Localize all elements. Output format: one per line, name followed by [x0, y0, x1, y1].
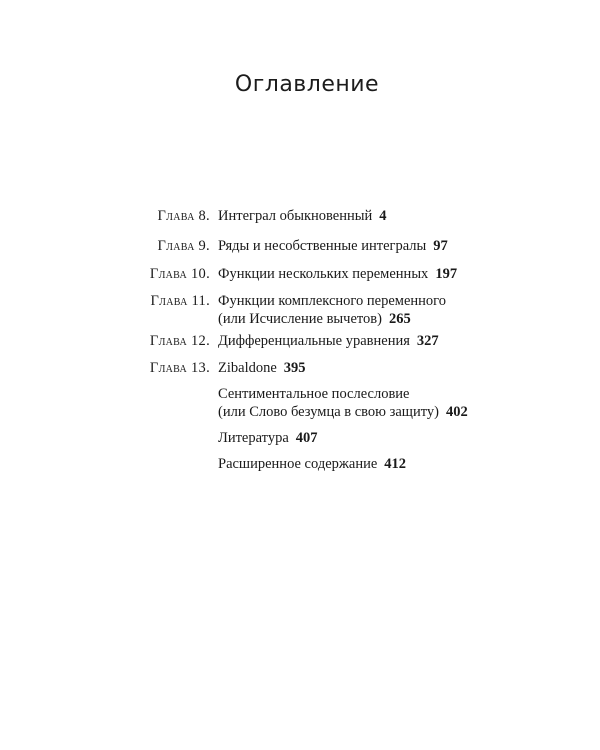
entry-title [218, 456, 558, 474]
page-number: 97 [433, 238, 448, 254]
page-number: 327 [416, 333, 439, 349]
entry-title-line: Сентиментальное послесловие [218, 386, 410, 402]
page-number: 265 [388, 310, 411, 327]
page-number: 4 [379, 208, 387, 224]
entry-title [218, 238, 558, 256]
entry-title [218, 266, 558, 284]
entry-title [218, 293, 558, 328]
entry-title [218, 430, 558, 448]
entry-title-line: Ряды и несобственные интегралы 97 [218, 238, 448, 254]
page-number: 402 [445, 403, 468, 420]
entry-title [218, 360, 558, 378]
entry-title-line: Расширенное содержание 412 [218, 456, 407, 472]
page-number: 407 [295, 430, 318, 446]
entry-title [218, 208, 558, 226]
chapter-label: Глава 12. [149, 333, 210, 349]
entry-title-line: Функции комплексного переменного [218, 293, 446, 309]
chapter-label: Глава 10. [149, 266, 210, 282]
chapter-label: Глава 13. [149, 360, 210, 376]
entry-title-line: Дифференциальные уравнения 327 [218, 333, 439, 349]
page-number: 412 [384, 456, 407, 472]
page-number: 395 [283, 360, 306, 376]
chapter-label: Глава 11. [150, 293, 210, 309]
chapter-label: Глава 9. [157, 238, 210, 254]
page-number: 197 [435, 266, 458, 282]
entry-title-line: (или Исчисление вычетов) 265 [218, 310, 411, 327]
entry-title-line: (или Слово безумца в свою защиту) 402 [218, 403, 468, 420]
entry-title-line: Функции нескольких переменных 197 [218, 266, 458, 282]
entry-title [218, 333, 558, 351]
chapter-label: Глава 8. [157, 208, 210, 224]
entry-title [218, 386, 558, 421]
entry-title-line: Zibaldone 395 [218, 360, 306, 376]
page-title: Оглавление [234, 72, 380, 97]
entry-title-line: Литература 407 [218, 430, 318, 446]
entry-title-line: Интеграл обыкновенный 4 [218, 208, 387, 224]
